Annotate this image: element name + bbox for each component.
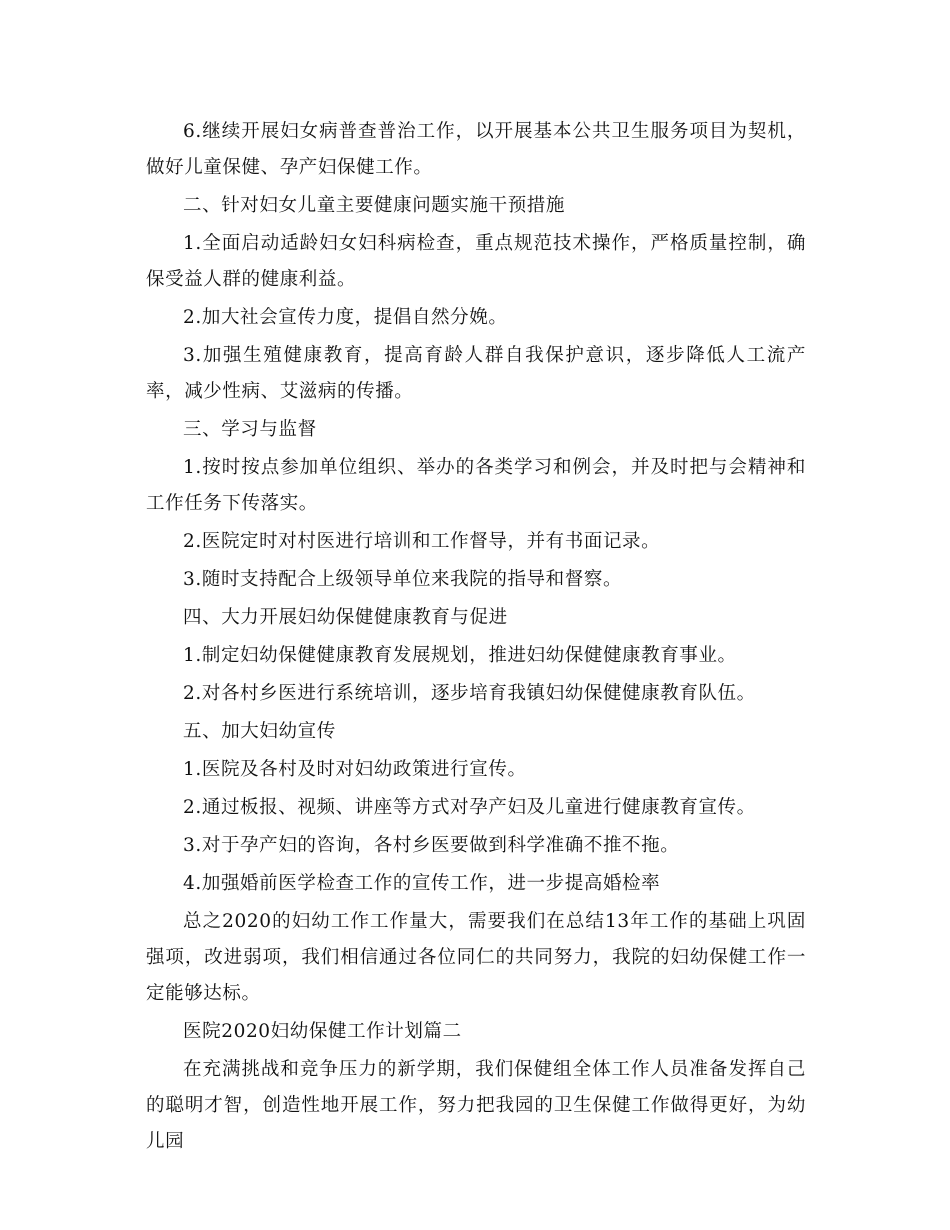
paragraph: 1.医院及各村及时对妇幼政策进行宣传。 (183, 759, 527, 780)
paragraph: 1.全面启动适龄妇女妇科病检查，重点规范技术操作，严格质量控制，确保受益人群的健康利益。 (146, 233, 806, 290)
paragraph: 2.加大社会宣传力度，提倡自然分娩。 (183, 307, 508, 328)
paragraph: 2.对各村乡医进行系统培训，逐步培育我镇妇幼保健健康教育队伍。 (183, 683, 756, 704)
section-title: 医院2020妇幼保健工作计划篇二 (183, 1021, 462, 1042)
paragraph: 3.随时支持配合上级领导单位来我院的指导和督察。 (183, 569, 623, 590)
document-body (146, 114, 806, 1162)
paragraph: 总之2020的妇幼工作工作量大，需要我们在总结13年工作的基础上巩固强项，改进弱项，我们相信通过各位同仁的共同努力，我院的妇幼保健工作一定能够达标。 (146, 911, 806, 1004)
section-heading: 四、大力开展妇幼保健健康教育与促进 (183, 607, 508, 628)
paragraph: 6.继续开展妇女病普查普治工作，以开展基本公共卫生服务项目为契机，做好儿童保健、孕产妇保健工作。 (146, 121, 806, 178)
paragraph: 3.对于孕产妇的咨询，各村乡医要做到科学准确不推不拖。 (183, 835, 680, 856)
paragraph: 2.医院定时对村医进行培训和工作督导，并有书面记录。 (183, 531, 661, 552)
paragraph: 2.通过板报、视频、讲座等方式对孕产妇及儿童进行健康教育宣传。 (183, 797, 756, 818)
paragraph: 1.按时按点参加单位组织、举办的各类学习和例会，并及时把与会精神和工作任务下传落实。 (146, 457, 806, 514)
section-heading: 三、学习与监督 (183, 419, 317, 440)
paragraph: 3.加强生殖健康教育，提高育龄人群自我保护意识，逐步降低人工流产率，减少性病、艾滋病的传播。 (146, 345, 806, 402)
paragraph: 1.制定妇幼保健健康教育发展规划，推进妇幼保健健康教育事业。 (183, 645, 737, 666)
paragraph: 在充满挑战和竞争压力的新学期，我们保健组全体工作人员准备发挥自己的聪明才智，创造性地开展工作，努力把我园的卫生保健工作做得更好，为幼儿园 (146, 1059, 806, 1152)
section-heading: 五、加大妇幼宣传 (183, 721, 336, 742)
paragraph: 4.加强婚前医学检查工作的宣传工作，进一步提高婚检率 (183, 873, 661, 894)
section-heading: 二、针对妇女儿童主要健康问题实施干预措施 (183, 195, 566, 216)
